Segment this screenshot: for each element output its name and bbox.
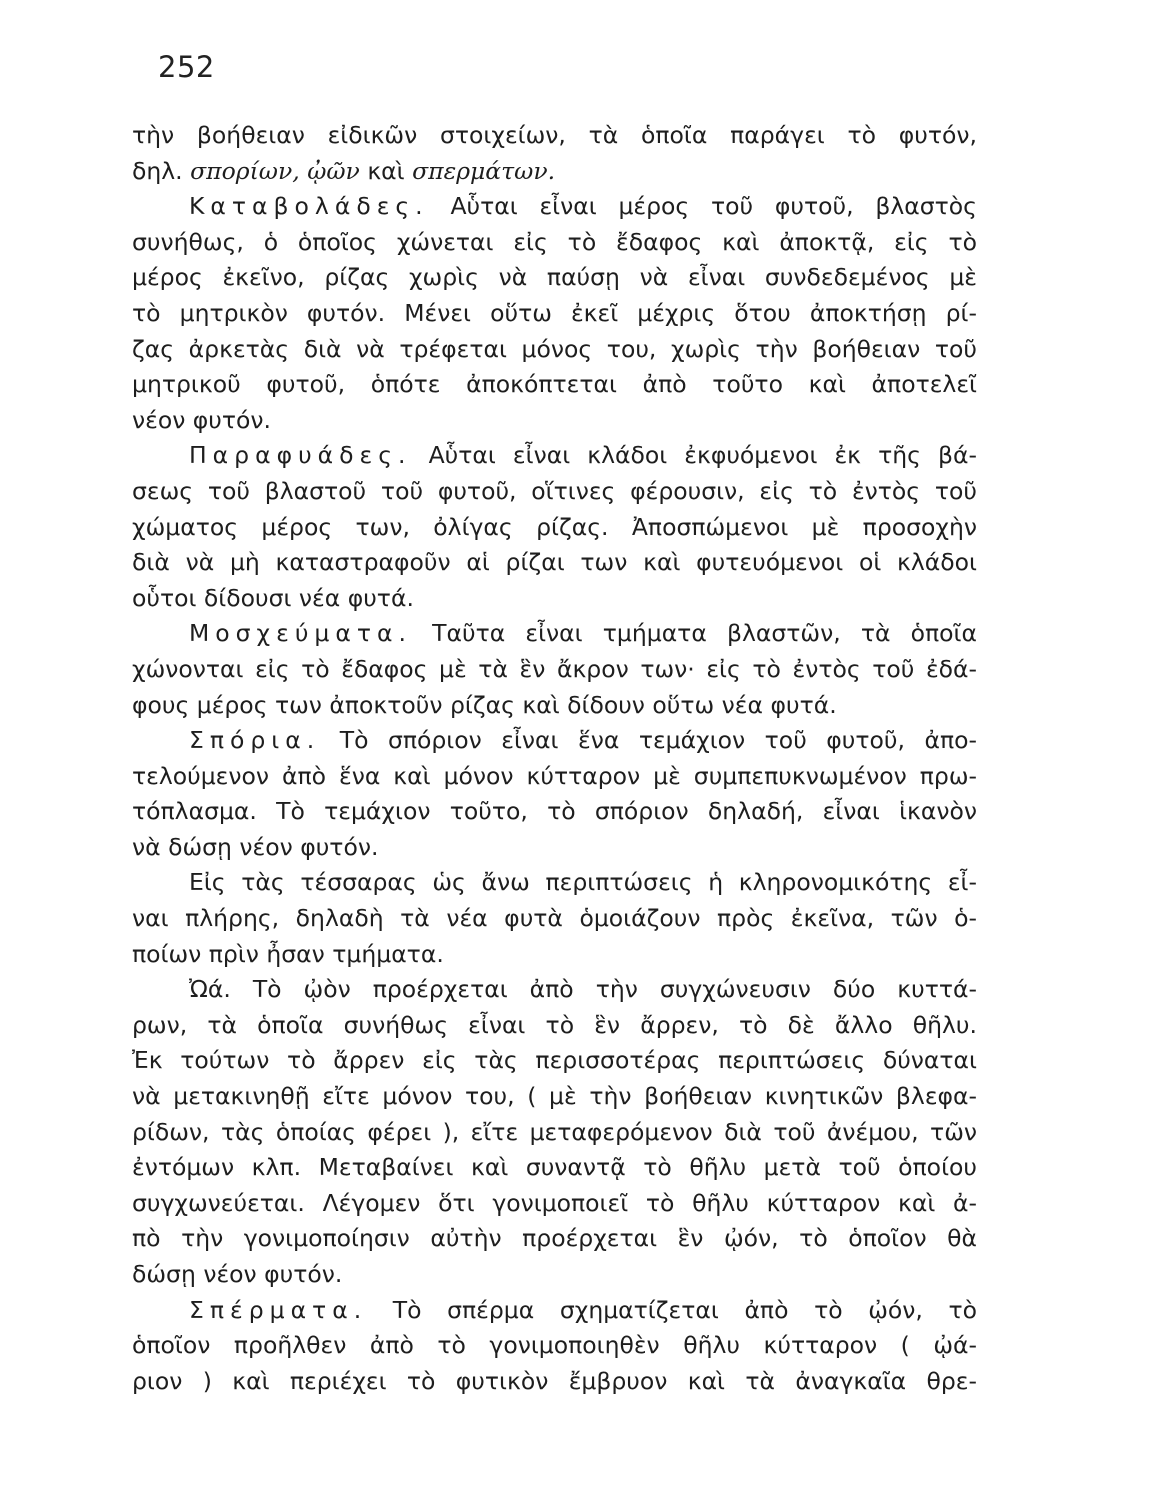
text-line [132,1293,977,1329]
text-line: διὰ νὰ μὴ καταστραφοῦν αἱ ρίζαι των καὶ φυτευόμενοι οἱ κλάδοι [132,548,977,577]
text-line: φους μέρος των ἀποκτοῦν ρίζας καὶ δίδουν οὕτω νέα φυτά. [132,690,837,719]
text-line [132,189,977,225]
text-fragment: δηλ. [132,156,183,185]
text-line: χώματος μέρος των, ὀλίγας ρίζας. Ἀποσπώμενοι μὲ προσοχὴν [132,512,977,541]
text-line: συγχωνεύεται. Λέγομεν ὅτι γονιμοποιεῖ τὸ θῆλυ κύτταρον καὶ ἀ- [132,1188,977,1217]
text-fragment: Τὸ σπόριον εἶναι ἕνα τεμάχιον τοῦ φυτοῦ, ἀπο- [339,726,977,755]
page-number: 252 [158,50,215,84]
text-line: πὸ τὴν γονιμοποίησιν αὐτὴν προέρχεται ἓν ᾠόν, τὸ ὁποῖον θὰ [132,1224,977,1253]
text-line: μέρος ἐκεῖνο, ρίζας χωρὶς νὰ παύσῃ νὰ εἶναι συνδεδεμένος μὲ [132,263,977,292]
body-text [132,118,977,1399]
text-line: ἐντόμων κλπ. Μεταβαίνει καὶ συναντᾷ τὸ θῆλυ μετὰ τοῦ ὁποίου [132,1153,977,1182]
text-fragment: καὶ [367,156,405,185]
text-line: νὰ δώσῃ νέον φυτόν. [132,832,379,861]
text-line [132,154,977,190]
section-term: Μοσχεύματα. [189,619,412,648]
text-line: μητρικοῦ φυτοῦ, ὁπότε ἀποκόπτεται ἀπὸ τοῦτο καὶ ἀποτελεῖ [132,370,977,399]
text-fragment: Τὸ σπέρμα σχηματίζεται ἀπὸ τὸ ᾠόν, τὸ [392,1295,977,1324]
text-line: σεως τοῦ βλαστοῦ τοῦ φυτοῦ, οἵτινες φέρουσιν, εἰς τὸ ἐντὸς τοῦ [132,476,977,505]
italic-term: ᾠῶν [307,156,360,185]
text-line: τὴν βοήθειαν εἰδικῶν στοιχείων, τὰ ὁποῖα παράγει τὸ φυτόν, [132,121,977,149]
text-line: χώνονται εἰς τὸ ἔδαφος μὲ τὰ ἓν ἄκρον των· εἰς τὸ ἐντὸς τοῦ ἐδά- [132,654,977,683]
text-line: ρων, τὰ ὁποῖα συνήθως εἶναι τὸ ἓν ἄρρεν, τὸ δὲ ἄλλο θῆλυ. [132,1010,977,1039]
text-line: Ἐκ τούτων τὸ ἄρρεν εἰς τὰς περισσοτέρας περιπτώσεις δύναται [132,1046,977,1075]
text-line: τελούμενον ἀπὸ ἕνα καὶ μόνον κύτταρον μὲ συμπεπυκνωμένον πρω- [132,761,977,790]
text-line: ριον ) καὶ περιέχει τὸ φυτικὸν ἔμβρυον καὶ τὰ ἀναγκαῖα θρε- [132,1366,977,1395]
text-fragment: Αὗται εἶναι κλάδοι ἐκφυόμενοι ἐκ τῆς βά- [428,441,977,470]
text-line: ζας ἀρκετὰς διὰ νὰ τρέφεται μόνος του, χωρὶς τὴν βοήθειαν τοῦ [132,334,977,363]
text-line: ρίδων, τὰς ὁποίας φέρει ), εἴτε μεταφερόμενον διὰ τοῦ ἀνέμου, τῶν [132,1117,977,1146]
section-term: Καταβολάδες. [189,192,429,221]
text-line: νέον φυτόν. [132,405,272,434]
text-line: ναι πλήρης, δηλαδὴ τὰ νέα φυτὰ ὁμοιάζουν πρὸς ἐκεῖνα, τῶν ὁ- [132,904,977,933]
text-line: Ὠά. Τὸ ᾠὸν προέρχεται ἀπὸ τὴν συγχώνευσιν δύο κυττά- [189,975,977,1004]
text-line: συνήθως, ὁ ὁποῖος χώνεται εἰς τὸ ἔδαφος καὶ ἀποκτᾷ, εἰς τὸ [132,227,977,256]
italic-term: σπερμάτων. [412,156,556,185]
text-line: οὗτοι δίδουσι νέα φυτά. [132,583,414,612]
italic-term: σπορίων, [190,156,300,185]
text-line [132,723,977,759]
text-line: νὰ μετακινηθῇ εἴτε μόνον του, ( μὲ τὴν βοήθειαν κινητικῶν βλεφα- [132,1082,977,1111]
text-fragment: Αὗται εἶναι μέρος τοῦ φυτοῦ, βλαστὸς [450,192,977,221]
text-line: τόπλασμα. Τὸ τεμάχιον τοῦτο, τὸ σπόριον δηλαδή, εἶναι ἱκανὸν [132,797,977,826]
section-term: Παραφυάδες. [189,441,412,470]
text-line: ποίων πρὶν ἦσαν τμήματα. [132,939,444,968]
text-line: Εἰς τὰς τέσσαρας ὡς ἄνω περιπτώσεις ἡ κληρονομικότης εἶ- [189,868,977,897]
text-fragment: Ταῦτα εἶναι τμήματα βλαστῶν, τὰ ὁποῖα [432,619,977,648]
text-line [132,438,977,474]
section-term: Σπέρματα. [189,1295,368,1324]
section-term: Σπόρια. [189,726,321,755]
text-line: ὁποῖον προῆλθεν ἀπὸ τὸ γονιμοποιηθὲν θῆλυ κύτταρον ( ᾠά- [132,1331,977,1360]
text-line: δώσῃ νέον φυτόν. [132,1260,343,1288]
text-line: τὸ μητρικὸν φυτόν. Μένει οὕτω ἐκεῖ μέχρις ὅτου ἀποκτήσῃ ρί- [132,298,977,327]
text-line [132,616,977,652]
